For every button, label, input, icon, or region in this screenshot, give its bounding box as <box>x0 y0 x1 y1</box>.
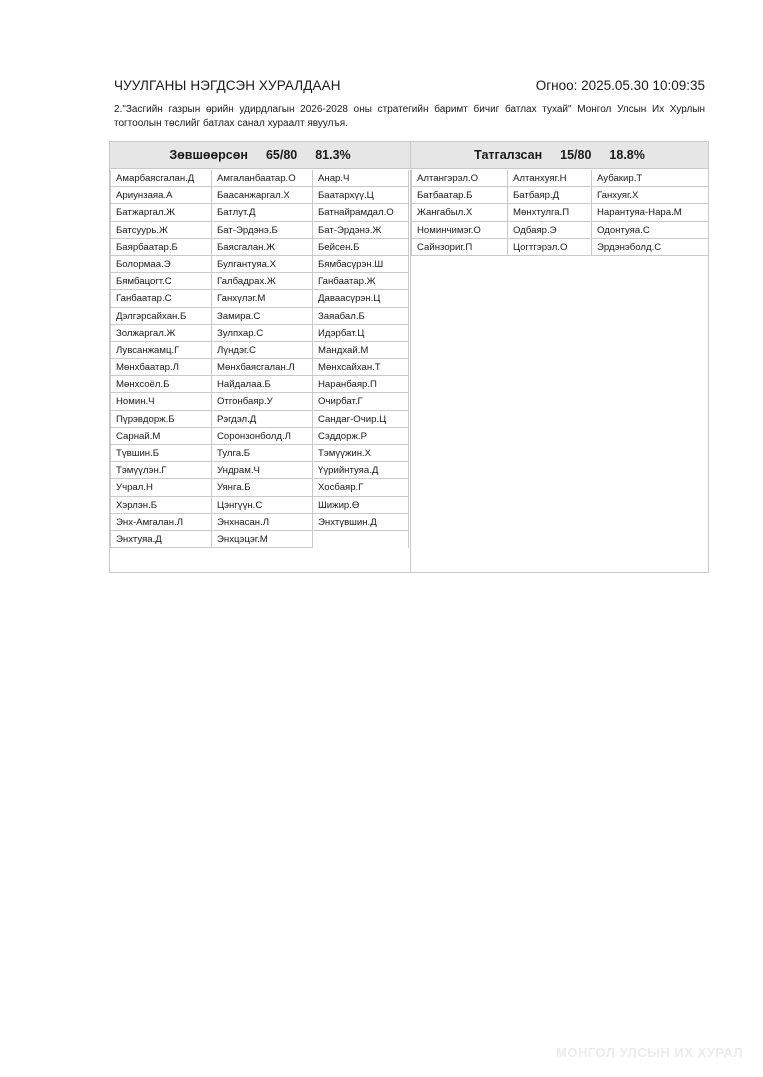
member-name-cell: Цогтгэрэл.О <box>508 239 592 256</box>
member-name-cell: Рэгдэл.Д <box>212 411 313 428</box>
member-name-cell: Ундрам.Ч <box>212 462 313 479</box>
member-name-cell: Энхтүвшин.Д <box>313 514 409 531</box>
votes-against-percent: 18.8% <box>609 148 645 162</box>
vote-date: Огноо: 2025.05.30 10:09:35 <box>535 78 705 93</box>
member-name-cell: Эрдэнэболд.С <box>592 239 709 256</box>
member-name-cell: Уянга.Б <box>212 479 313 496</box>
watermark: МОНГОЛ УЛСЫН ИХ ХУРАЛ <box>556 1045 743 1060</box>
votes-against-count: 15/80 <box>560 148 592 162</box>
member-name-cell: Мөнхсоёл.Б <box>111 376 212 393</box>
votes-for-percent: 81.3% <box>315 148 351 162</box>
member-name-cell: Жангабыл.Х <box>412 204 508 221</box>
member-name-cell: Ариунзаяа.А <box>111 187 212 204</box>
member-name-cell: Баатархүү.Ц <box>313 187 409 204</box>
member-name-cell: Булгантуяа.Х <box>212 256 313 273</box>
member-name-cell: Тулга.Б <box>212 445 313 462</box>
member-name-cell: Алтанхуяг.Н <box>508 170 592 187</box>
votes-for-column <box>110 142 411 572</box>
member-name-cell: Энхнасан.Л <box>212 514 313 531</box>
member-name-cell: Идэрбат.Ц <box>313 325 409 342</box>
votes-against-list <box>411 170 708 256</box>
member-name-cell: Даваасүрэн.Ц <box>313 290 409 307</box>
member-name-cell: Наранбаяр.П <box>313 376 409 393</box>
member-name-cell: Алтангэрэл.О <box>412 170 508 187</box>
member-name-cell: Найдалаа.Б <box>212 376 313 393</box>
member-name-cell: Батбаатар.Б <box>412 187 508 204</box>
session-title: ЧУУЛГАНЫ НЭГДСЭН ХУРАЛДААН <box>114 78 341 93</box>
votes-for-list <box>110 170 410 548</box>
member-name-cell: Хэрлэн.Б <box>111 497 212 514</box>
votes-against-column <box>411 142 708 572</box>
document-header <box>114 78 705 96</box>
member-name-cell: Соронзонболд.Л <box>212 428 313 445</box>
member-name-cell: Мөнхбаясгалан.Л <box>212 359 313 376</box>
member-name-cell <box>313 531 409 548</box>
member-name-cell: Бат-Эрдэнэ.Ж <box>313 222 409 239</box>
member-name-cell: Учрал.Н <box>111 479 212 496</box>
member-name-cell: Отгонбаяр.У <box>212 393 313 410</box>
member-name-cell: Ганбаатар.С <box>111 290 212 307</box>
member-name-cell: Лүндэг.С <box>212 342 313 359</box>
member-name-cell: Сэддорж.Р <box>313 428 409 445</box>
member-name-cell: Сайнзориг.П <box>412 239 508 256</box>
member-name-cell: Золжаргал.Ж <box>111 325 212 342</box>
member-name-cell: Үүрийнтуяа.Д <box>313 462 409 479</box>
member-name-cell: Шижир.Ө <box>313 497 409 514</box>
member-name-cell: Зулпхар.С <box>212 325 313 342</box>
member-name-cell: Энх-Амгалан.Л <box>111 514 212 531</box>
votes-for-count: 65/80 <box>265 148 298 162</box>
member-name-cell: Бямбасүрэн.Ш <box>313 256 409 273</box>
member-name-cell: Бямбацогт.С <box>111 273 212 290</box>
member-name-cell: Түвшин.Б <box>111 445 212 462</box>
member-name-cell: Мандхай.М <box>313 342 409 359</box>
member-name-cell: Замира.С <box>212 308 313 325</box>
member-name-cell: Амарбаясгалан.Д <box>111 170 212 187</box>
member-name-cell: Ганхуяг.Х <box>592 187 709 204</box>
votes-against-header <box>411 142 708 169</box>
member-name-cell: Батсуурь.Ж <box>111 222 212 239</box>
member-name-cell: Сарнай.М <box>111 428 212 445</box>
member-name-cell: Одонтуяа.С <box>592 222 709 239</box>
votes-for-label: Зөвшөөрсөн <box>169 148 248 162</box>
member-name-cell: Номинчимэг.О <box>412 222 508 239</box>
member-name-cell: Анар.Ч <box>313 170 409 187</box>
member-name-cell: Заяабал.Б <box>313 308 409 325</box>
member-name-cell: Бейсен.Б <box>313 239 409 256</box>
member-name-cell: Лувсанжамц.Г <box>111 342 212 359</box>
votes-for-header <box>110 142 410 169</box>
member-name-cell: Батжаргал.Ж <box>111 204 212 221</box>
member-name-cell: Цэнгүүн.С <box>212 497 313 514</box>
member-name-cell: Баасанжаргал.Х <box>212 187 313 204</box>
member-name-cell: Пүрэвдорж.Б <box>111 411 212 428</box>
member-name-cell: Ганбаатар.Ж <box>313 273 409 290</box>
member-name-cell: Галбадрах.Ж <box>212 273 313 290</box>
resolution-text: 2."Засгийн газрын өрийн удирдлагын 2026-2028 оны стратегийн баримт бичиг батлах тухай" Монгол Улсын Их Хурлын тогтоолын төслийг батлах санал хураалт явуулъя. <box>114 104 705 129</box>
member-name-cell: Амгаланбаатар.О <box>212 170 313 187</box>
votes-against-label: Татгалзсан <box>474 148 543 162</box>
member-name-cell: Баярбаатар.Б <box>111 239 212 256</box>
member-name-cell: Баясгалан.Ж <box>212 239 313 256</box>
member-name-cell: Энхцэцэг.М <box>212 531 313 548</box>
member-name-cell: Бат-Эрдэнэ.Б <box>212 222 313 239</box>
member-name-cell: Мөнхбаатар.Л <box>111 359 212 376</box>
member-name-cell: Нарантуяа-Нара.М <box>592 204 709 221</box>
member-name-cell: Сандаг-Очир.Ц <box>313 411 409 428</box>
member-name-cell: Ганхүлэг.М <box>212 290 313 307</box>
member-name-cell: Дэлгэрсайхан.Б <box>111 308 212 325</box>
member-name-cell: Мөнхтулга.П <box>508 204 592 221</box>
member-name-cell: Тэмүүлэн.Г <box>111 462 212 479</box>
member-name-cell: Батнайрамдал.О <box>313 204 409 221</box>
member-name-cell: Батбаяр.Д <box>508 187 592 204</box>
member-name-cell: Тэмүүжин.Х <box>313 445 409 462</box>
member-name-cell: Аубакир.Т <box>592 170 709 187</box>
vote-results-table <box>109 141 709 573</box>
member-name-cell: Хосбаяр.Г <box>313 479 409 496</box>
member-name-cell: Энхтуяа.Д <box>111 531 212 548</box>
member-name-cell: Мөнхсайхан.Т <box>313 359 409 376</box>
member-name-cell: Очирбат.Г <box>313 393 409 410</box>
member-name-cell: Болормаа.Э <box>111 256 212 273</box>
member-name-cell: Батлут.Д <box>212 204 313 221</box>
member-name-cell: Одбаяр.Э <box>508 222 592 239</box>
member-name-cell: Номин.Ч <box>111 393 212 410</box>
